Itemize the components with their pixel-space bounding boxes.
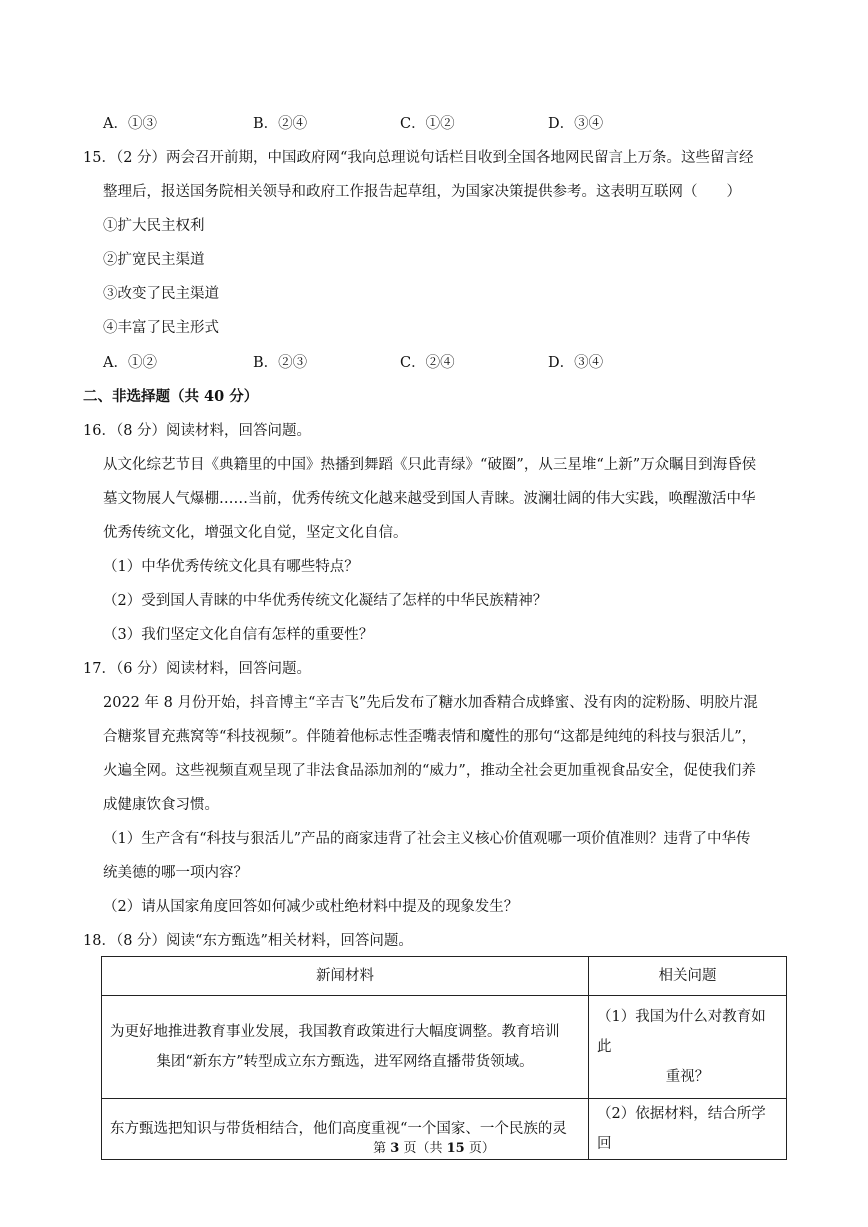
row1-material-line-2: 集团“新东方”转型成立东方甄选，进军网络直播带货领域。 xyxy=(156,1054,534,1070)
q17-question-1-line-2: 统美德的哪一项内容？ xyxy=(103,865,248,881)
q16-question-2: （2）受到国人青睐的中华优秀传统文化凝结了怎样的中华民族精神？ xyxy=(103,593,548,609)
row2-material-line-1: 东方甄选把知识与带货相结合，他们高度重视“一个国家、一个民族的灵 xyxy=(110,1121,567,1137)
q15-item-1: ①扩大民主权利 xyxy=(103,218,205,234)
q15-option-c: C．②④ xyxy=(400,355,455,371)
q18-table xyxy=(101,956,787,1160)
footer-page-number: 3 xyxy=(390,1141,400,1156)
q17-material-line-2: 合糖浆冒充燕窝等“科技视频”。伴随着他标志性歪嘴表情和魔性的那句“这都是纯纯的科技与狠活儿”， xyxy=(103,729,757,745)
row1-material-cell xyxy=(102,996,589,1099)
q14-option-d: D．③④ xyxy=(548,116,604,132)
q16-material-line-2: 墓文物展人气爆棚……当前，优秀传统文化越来越受到国人青睐。波澜壮阔的伟大实践，唤醒激活中华 xyxy=(103,491,756,507)
q16-stem: 16．（8 分）阅读材料，回答问题。 xyxy=(83,423,312,439)
footer-suffix: 页） xyxy=(464,1141,495,1156)
table-row xyxy=(102,996,787,1099)
page-footer xyxy=(0,1137,868,1156)
q17-material-line-4: 成健康饮食习惯。 xyxy=(103,797,219,813)
q16-question-1: （1）中华优秀传统文化具有哪些特点？ xyxy=(103,559,359,575)
row1-question-cell xyxy=(589,996,787,1099)
row1-question-line-1: （1）我国为什么对教育如此 xyxy=(597,1009,766,1055)
table-header-material: 新闻材料 xyxy=(102,957,589,996)
footer-middle: 页（共 xyxy=(399,1141,447,1156)
row1-question-line-2: 重视？ xyxy=(665,1069,710,1085)
row2-question-line-1: （2）依据材料，结合所学回 xyxy=(597,1106,766,1152)
table-header-question: 相关问题 xyxy=(589,957,787,996)
q15-option-d: D．③④ xyxy=(548,355,604,371)
q16-question-3: （3）我们坚定文化自信有怎样的重要性？ xyxy=(103,627,374,643)
q14-option-a: A．①③ xyxy=(103,116,157,132)
q18-stem: 18．（8 分）阅读“东方甄选”相关材料，回答问题。 xyxy=(83,933,413,949)
q16-material-line-1: 从文化综艺节目《典籍里的中国》热播到舞蹈《只此青绿》“破圈”，从三星堆“上新”万众瞩目到海昏侯 xyxy=(103,457,757,473)
q15-item-2: ②扩宽民主渠道 xyxy=(103,252,205,268)
table-header-row xyxy=(102,957,787,996)
q15-stem-line-1: 15．（2 分）两会召开前期，中国政府网“我向总理说句话栏目收到全国各地网民留言上万条。这些留言经 xyxy=(83,150,754,166)
q15-item-4: ④丰富了民主形式 xyxy=(103,320,219,336)
q14-option-b: B．②④ xyxy=(253,116,308,132)
q15-option-b: B．②③ xyxy=(253,355,308,371)
q15-item-3: ③改变了民主渠道 xyxy=(103,286,219,302)
q17-stem: 17．（6 分）阅读材料，回答问题。 xyxy=(83,661,312,677)
q17-material-line-1: 2022 年 8 月份开始，抖音博主“辛吉飞”先后发布了糖水加香精合成蜂蜜、没有肉的淀粉肠、明胶片混 xyxy=(103,695,758,711)
row1-material-line-1: 为更好地推进教育事业发展，我国教育政策进行大幅度调整。教育培训 xyxy=(110,1024,560,1040)
footer-total-pages: 15 xyxy=(446,1141,465,1156)
q16-material-line-3: 优秀传统文化，增强文化自觉，坚定文化自信。 xyxy=(103,525,408,541)
q17-material-line-3: 火遍全网。这些视频直观呈现了非法食品添加剂的“威力”，推动全社会更加重视食品安全，促使我们养 xyxy=(103,763,756,779)
q17-question-1-line-1: （1）生产含有“科技与狠活儿”产品的商家违背了社会主义核心价值观哪一项价值准则？违背了中华传 xyxy=(103,831,751,847)
footer-prefix: 第 xyxy=(373,1141,391,1156)
q15-option-a: A．①② xyxy=(103,355,157,371)
section-title: 二、非选择题（共 40 分） xyxy=(83,388,259,405)
q15-stem-line-2: 整理后，报送国务院相关领导和政府工作报告起草组，为国家决策提供参考。这表明互联网（ ） xyxy=(103,184,741,200)
q14-option-c: C．①② xyxy=(400,116,455,132)
q17-question-2: （2）请从国家角度回答如何减少或杜绝材料中提及的现象发生？ xyxy=(103,899,519,915)
